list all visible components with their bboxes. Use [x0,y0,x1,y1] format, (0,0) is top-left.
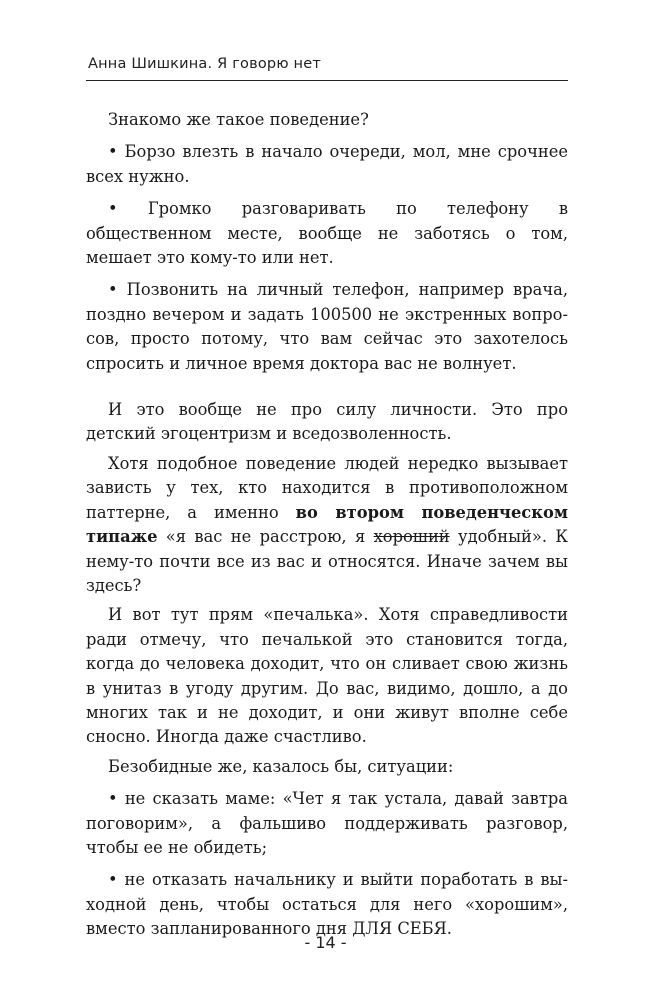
paragraph: И вот тут прям «печалька». Хотя справедливости ради отмечу, что печалькой это становится тогда, когда до человека доходит, что он сливает свою жизнь в унитаз в угоду другим. До вас, видимо, дошло, а до многих так и не доходит, и они живут вполне себе сносно. Иногда даже счастливо. [86,605,568,747]
body-text [86,108,568,942]
paragraph-text: удобный». К нему-то почти все из вас и относятся. Иначе зачем вы здесь? [86,527,569,595]
paragraph: Безобидные же, казалось бы, ситуации: [108,756,454,776]
list-item: • не отказать начальнику и выйти поработать в выходной день, чтобы остаться для него «хорошим», вместо запланированного дня ДЛЯ СЕБЯ. [86,870,568,939]
intro-paragraph: Знакомо же такое поведение? [108,110,369,129]
list-item: • Позвонить на личный телефон, например врача, поздно вечером и задать 100500 не экстренных вопросов, просто потому, что вам сейчас это захотелось спросить и личное время доктора вас не волнует. [86,280,568,373]
list-item: • не сказать маме: «Чет я так устала, давай завтра поговорим», а фальшиво поддерживать разговор, чтобы ее не обидеть; [86,789,568,857]
header-rule [86,80,568,81]
list-item: • Борзо влезть в начало очереди, мол, мне срочнее всех нужно. [86,142,568,186]
list-item: • Громко разговаривать по телефону в общественном месте, вообще не заботясь о том, мешает это кому-то или нет. [86,199,568,268]
page-number: - 14 - [304,933,347,952]
paragraph [86,452,568,598]
running-title: Анна Шишкина. Я говорю нет [88,56,321,72]
bold-phrase: во втором поведенческом типаже [86,502,568,547]
paragraph-text: «я вас не расстрою, я [157,527,374,547]
paragraph: И это вообще не про силу личности. Это про детский эгоцентризм и вседозволенность. [86,400,568,444]
struck-word: хороший [373,527,450,547]
paragraph-text: Хотя подобное поведение людей нередко вызывает зависть у тех, кто находится в противоположном паттерне, а именно [86,453,568,522]
